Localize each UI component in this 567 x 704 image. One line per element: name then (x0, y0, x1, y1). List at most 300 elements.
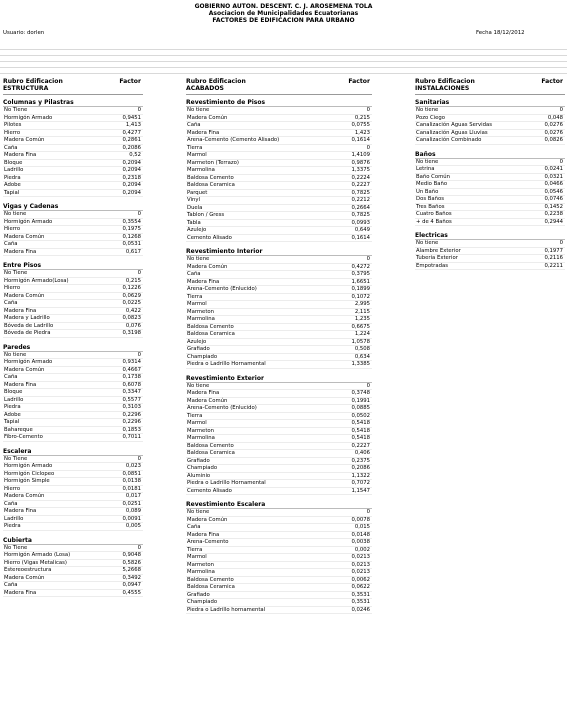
row-label: Arena-Cemento (Enlucido) (187, 405, 257, 411)
row-factor: 0,508 (354, 346, 370, 352)
row-label: Caña (4, 374, 18, 380)
table-row (186, 577, 372, 585)
table-row (186, 592, 372, 600)
table-row (3, 175, 143, 183)
row-label: Madera y Ladrillo (4, 315, 50, 321)
table-row (3, 285, 143, 293)
row-factor: 0,005 (125, 523, 141, 529)
row-factor: 0,1975 (122, 226, 141, 232)
report-title-association: Asociacion de Municipalidades Ecuatorianas (208, 10, 359, 17)
row-label: Bahareque (4, 426, 33, 433)
row-factor: 0,2094 (122, 167, 141, 173)
row-factor: 0,4555 (122, 589, 141, 596)
section-title: Revestimiento Interior (186, 248, 372, 256)
table-row (186, 532, 372, 540)
row-label: Un Baño (416, 188, 439, 195)
row-factor: 1,413 (125, 122, 141, 128)
row-label: Caña (4, 582, 18, 588)
table-row (186, 256, 372, 264)
table-row (186, 286, 372, 294)
table-row (3, 137, 143, 145)
row-factor: 0,7825 (351, 212, 370, 218)
table-row (3, 582, 143, 590)
table-row (3, 508, 143, 516)
row-factor: 0,2094 (122, 189, 141, 196)
row-factor: 0,0246 (351, 606, 370, 613)
table-row (415, 122, 565, 130)
row-label: Bóveda de Ladrillo (4, 322, 54, 329)
table-row (3, 315, 143, 323)
row-factor: 1,3385 (351, 361, 370, 367)
table-row (3, 552, 143, 560)
row-factor: 0,3531 (351, 591, 370, 598)
table-row (3, 190, 143, 198)
row-label: Caña (187, 271, 201, 277)
table-row (3, 501, 143, 509)
row-factor: 0,2375 (351, 457, 370, 464)
row-factor: 0 (366, 382, 370, 389)
row-factor: 0,3554 (122, 218, 141, 225)
table-row (186, 390, 372, 398)
column-heading-factor: Factor (119, 78, 141, 85)
row-factor: 0,1977 (544, 247, 563, 254)
table-row (186, 220, 372, 228)
row-factor: 0,0213 (351, 554, 370, 560)
row-label: No tiene (187, 382, 210, 389)
table-row (186, 480, 372, 488)
table-row (186, 190, 372, 198)
row-label: Dos Baños (416, 196, 445, 202)
row-label: Hormigón Armado (4, 114, 53, 121)
row-factor: 0,1853 (122, 426, 141, 433)
row-label: Hormigón Armado (4, 463, 53, 469)
section-title: Baños (415, 151, 565, 159)
row-factor: 0 (137, 544, 141, 551)
table-row (3, 234, 143, 242)
row-factor: 0,634 (354, 353, 370, 360)
report-title: FACTORES DE EDIFICACION PARA URBANO (212, 17, 355, 24)
column-header (415, 78, 565, 95)
row-factor: 0,2094 (122, 182, 141, 188)
table-row (415, 130, 565, 138)
row-factor: 0,3198 (122, 330, 141, 336)
row-factor: 0,015 (354, 524, 370, 530)
table-row (3, 241, 143, 249)
table-row (186, 488, 372, 496)
table-row (186, 547, 372, 555)
row-factor: 0 (559, 107, 563, 113)
row-label: Tierra (187, 546, 203, 553)
section-title: Entre Pisos (3, 262, 143, 270)
table-row (3, 374, 143, 382)
section-title: Paredes (3, 344, 143, 352)
table-row (3, 107, 143, 115)
row-label: Tierra (187, 412, 203, 419)
table-row (415, 115, 565, 123)
row-factor: 1,4109 (351, 152, 370, 158)
row-factor: 0,076 (125, 322, 141, 329)
row-factor: 0,0466 (544, 181, 563, 187)
table-row (3, 145, 143, 153)
row-factor: 0,089 (125, 508, 141, 514)
section-title: Electricas (415, 232, 565, 240)
table-row (415, 174, 565, 182)
row-factor: 0,5418 (351, 435, 370, 441)
row-factor: 0,0823 (122, 315, 141, 321)
row-label: Baldosa Cemento (187, 576, 234, 583)
row-label: Canalización Aguas Servidas (416, 122, 492, 128)
row-label: Grafiado (187, 346, 210, 352)
table-row (186, 227, 372, 235)
row-factor: 0,1614 (351, 137, 370, 143)
table-row (3, 167, 143, 175)
row-factor: 0,3531 (351, 599, 370, 605)
row-label: Champiado (187, 465, 218, 471)
row-label: No Tiene (4, 107, 28, 113)
table-row (186, 458, 372, 466)
row-label: Baldosa Cemento (187, 442, 234, 449)
row-factor: 0,4272 (351, 263, 370, 270)
section-title: Sanitarias (415, 99, 565, 107)
row-label: Piedra o Ladrillo Hornamental (187, 361, 266, 367)
row-factor: 0,3103 (122, 404, 141, 410)
row-label: Piedra o Ladrillo hornamental (187, 606, 266, 613)
table-row (415, 137, 565, 145)
table-row (3, 352, 143, 360)
row-factor: 0,0078 (351, 516, 370, 523)
table-row (415, 240, 565, 248)
row-factor: 0 (137, 270, 141, 276)
row-factor: 2,115 (354, 308, 370, 315)
section-title: Revestimiento de Pisos (186, 99, 372, 107)
table-row (186, 145, 372, 153)
table-row (3, 160, 143, 168)
row-factor: 0,3347 (122, 389, 141, 395)
table-row (415, 211, 565, 219)
row-factor: 0,7011 (122, 434, 141, 440)
row-label: Marmeton (187, 427, 214, 434)
table-row (186, 107, 372, 115)
row-factor: 0,422 (125, 307, 141, 314)
column-heading-factor: Factor (348, 78, 370, 85)
row-label: Fibro-Cemento (4, 434, 43, 440)
row-label: Grafiado (187, 591, 210, 598)
column-heading-factor: Factor (541, 78, 563, 85)
row-factor: 0,2086 (122, 144, 141, 151)
row-factor: 0,5826 (122, 559, 141, 566)
table-row (186, 346, 372, 354)
row-factor: 0 (559, 158, 563, 165)
row-label: Aluminio (187, 472, 211, 479)
row-label: Azulejo (187, 227, 207, 233)
row-label: Madera Común (187, 114, 228, 121)
table-row (3, 523, 143, 531)
table-row (3, 367, 143, 375)
table-row (186, 324, 372, 332)
row-label: Tablon / Gress (187, 212, 225, 218)
section-title: Revestimiento Escalera (186, 501, 372, 509)
row-factor: 0,6078 (122, 381, 141, 388)
row-label: Vinyl (187, 197, 200, 203)
table-row (415, 159, 565, 167)
row-factor: 0,2861 (122, 137, 141, 143)
table-row (415, 219, 565, 227)
row-factor: 0,0502 (351, 412, 370, 419)
table-row (415, 166, 565, 174)
row-label: Ladrillo (4, 167, 24, 173)
row-label: Marmol (187, 554, 207, 560)
row-factor: 0,4277 (122, 129, 141, 136)
column-header (186, 78, 372, 95)
row-factor: 1,3375 (351, 167, 370, 173)
row-factor: 0,0746 (544, 196, 563, 202)
table-row (3, 182, 143, 190)
column-heading-rubro: Rubro Edificacion (3, 78, 63, 85)
row-factor: 0 (366, 144, 370, 151)
row-factor: 0,1226 (122, 285, 141, 291)
table-row (415, 107, 565, 115)
row-label: No tiene (416, 158, 439, 165)
row-label: Madera Común (187, 397, 228, 404)
row-factor: 0,2238 (544, 211, 563, 217)
table-row (415, 189, 565, 197)
row-label: Piedra (4, 404, 21, 410)
table-row (186, 152, 372, 160)
user-label: Usuario: dorlen (3, 30, 45, 36)
row-factor: 1,235 (354, 316, 370, 322)
row-label: Madera Fina (4, 307, 37, 314)
table-row (415, 248, 565, 256)
row-factor: 1,423 (354, 129, 370, 136)
section-title: Escalera (3, 448, 143, 456)
table-row (3, 300, 143, 308)
row-factor: 0,017 (125, 493, 141, 499)
table-row (186, 175, 372, 183)
row-factor: 2,995 (354, 301, 370, 307)
row-factor: 0,3748 (351, 390, 370, 396)
row-label: Marmolina (187, 167, 215, 173)
row-label: Tapial (4, 419, 20, 425)
row-factor: 0 (137, 351, 141, 358)
row-label: Arena-Cemento (Cemento Alisado) (187, 137, 280, 143)
row-label: No Tiene (4, 455, 28, 462)
row-factor: 0,215 (125, 277, 141, 284)
row-label: Madera Común (4, 137, 45, 143)
row-label: Caña (4, 144, 18, 151)
row-label: Caña (187, 524, 201, 530)
column-heading-category: INSTALACIONES (415, 85, 470, 92)
table-row (186, 398, 372, 406)
table-row (186, 137, 372, 145)
table-row (3, 478, 143, 486)
row-label: Tierra (187, 293, 203, 300)
table-row (186, 271, 372, 279)
row-factor: 0,0629 (122, 292, 141, 299)
row-factor: 0,0138 (122, 478, 141, 484)
row-factor: 0,5577 (122, 396, 141, 403)
row-label: Madera Fina (187, 390, 220, 396)
row-factor: 0,0148 (351, 531, 370, 538)
row-factor: 0,3492 (122, 574, 141, 581)
row-factor: 0,0321 (544, 173, 563, 180)
row-label: Marmol (187, 420, 207, 426)
row-factor: 0,9876 (351, 159, 370, 166)
table-row (186, 182, 372, 190)
row-factor: 0,9314 (122, 359, 141, 365)
row-factor: 0,2318 (122, 174, 141, 181)
row-label: Caña (187, 122, 201, 128)
table-row (186, 569, 372, 577)
table-row (186, 509, 372, 517)
row-factor: 0,0622 (351, 584, 370, 590)
row-factor: 0,0276 (544, 122, 563, 128)
table-row (3, 359, 143, 367)
table-row (3, 590, 143, 598)
table-row (186, 309, 372, 317)
row-factor: 0,2211 (544, 262, 563, 269)
row-label: Piedra (4, 523, 21, 529)
section-title: Cubierta (3, 537, 143, 545)
table-row (3, 323, 143, 331)
row-label: Adobe (4, 182, 21, 188)
row-factor: 0,215 (354, 114, 370, 121)
row-factor: 0,617 (125, 248, 141, 255)
row-factor: 0,6675 (351, 323, 370, 330)
row-label: Marmeton (187, 308, 214, 315)
row-factor: 1,1322 (351, 472, 370, 479)
column-acabados (186, 78, 372, 614)
row-label: Tres Baños (416, 203, 445, 210)
row-factor: 0,9451 (122, 114, 141, 121)
table-row (186, 539, 372, 547)
table-row (186, 524, 372, 532)
table-row (186, 160, 372, 168)
table-row (3, 122, 143, 130)
row-label: Ladrillo (4, 396, 24, 403)
row-label: No Tiene (4, 544, 28, 551)
row-factor: 0,2296 (122, 411, 141, 418)
row-label: Ladrillo (4, 515, 24, 522)
table-row (3, 382, 143, 390)
row-label: Madera Común (187, 516, 228, 523)
column-heading-rubro: Rubro Edificacion (186, 78, 246, 85)
table-row (186, 361, 372, 369)
date-label: Fecha 18/12/2012 (476, 30, 525, 36)
table-row (186, 130, 372, 138)
column-instalaciones (415, 78, 565, 270)
table-row (3, 545, 143, 553)
column-heading-category: ACABADOS (186, 85, 224, 92)
row-label: Hormigón Armado(Losa) (4, 277, 69, 284)
table-row (3, 389, 143, 397)
row-label: Baldosa Ceramica (187, 450, 235, 456)
row-label: No tiene (187, 509, 210, 515)
row-label: Caña (4, 241, 18, 247)
row-factor: 0,2664 (351, 204, 370, 211)
table-row (415, 181, 565, 189)
row-factor: 0,0251 (122, 500, 141, 507)
row-label: Madera Fina (4, 508, 37, 514)
row-label: No tiene (4, 211, 27, 217)
table-row (415, 204, 565, 212)
row-label: No tiene (416, 107, 439, 113)
row-factor: 0,5418 (351, 420, 370, 426)
row-label: Hierro (Vigas Metalicas) (4, 559, 67, 566)
table-row (3, 270, 143, 278)
table-row (3, 219, 143, 227)
row-label: Hierro (4, 129, 21, 136)
table-row (3, 471, 143, 479)
table-row (3, 404, 143, 412)
row-label: Madera Fina (4, 152, 37, 158)
table-row (3, 249, 143, 257)
table-row (186, 473, 372, 481)
row-label: Marmol (187, 152, 207, 158)
row-label: Duela (187, 204, 203, 211)
table-row (3, 434, 143, 442)
row-label: Champiado (187, 353, 218, 360)
row-factor: 0,1991 (351, 397, 370, 404)
row-label: Medio Baño (416, 181, 448, 187)
row-factor: 0,0993 (351, 219, 370, 226)
row-factor: 0,0885 (351, 405, 370, 411)
table-row (3, 463, 143, 471)
row-label: Hormigón Armado (4, 359, 53, 365)
table-row (3, 493, 143, 501)
row-label: Grafiado (187, 457, 210, 464)
table-row (186, 279, 372, 287)
row-label: Arena-Cemento (Enlucido) (187, 286, 257, 292)
table-row (186, 435, 372, 443)
row-factor: 0,0213 (351, 561, 370, 568)
row-factor: 0 (559, 240, 563, 246)
column-heading-rubro: Rubro Edificacion (415, 78, 475, 85)
row-label: Madera Común (4, 366, 45, 373)
report-title-org: GOBIERNO AUTON. DESCENT. C. J. AROSEMENA TOLA (194, 3, 373, 10)
row-label: Arena-Cemento (187, 539, 229, 545)
row-label: Bóveda de Piedra (4, 330, 51, 336)
row-label: Baño Común (416, 173, 450, 180)
row-label: Cemento Alisado (187, 234, 232, 241)
row-label: Marmeton (187, 561, 214, 568)
table-row (186, 264, 372, 272)
section-title: Revestimiento Exterior (186, 375, 372, 383)
row-label: Baldosa Ceramica (187, 584, 235, 590)
table-row (3, 427, 143, 435)
row-label: Marmol (187, 301, 207, 307)
row-factor: 0,1072 (351, 293, 370, 300)
row-label: Pozo Ciego (416, 114, 445, 121)
row-label: Tapial (4, 189, 20, 196)
row-factor: 0,2086 (351, 465, 370, 471)
table-row (3, 412, 143, 420)
table-row (3, 560, 143, 568)
row-factor: 0,3795 (351, 271, 370, 277)
table-row (186, 428, 372, 436)
row-label: Madera Común (4, 574, 45, 581)
row-label: Hormigón Simple (4, 478, 50, 484)
row-factor: 0,2227 (351, 182, 370, 188)
column-header (3, 78, 143, 95)
row-label: No Tiene (4, 270, 28, 276)
row-label: Cuatro Baños (416, 211, 452, 217)
table-row (186, 212, 372, 220)
row-factor: 0,0947 (122, 582, 141, 588)
row-label: Marmeton (Terrazo) (187, 159, 239, 166)
row-factor: 0,4667 (122, 366, 141, 373)
row-factor: 1,0578 (351, 338, 370, 345)
table-row (186, 115, 372, 123)
